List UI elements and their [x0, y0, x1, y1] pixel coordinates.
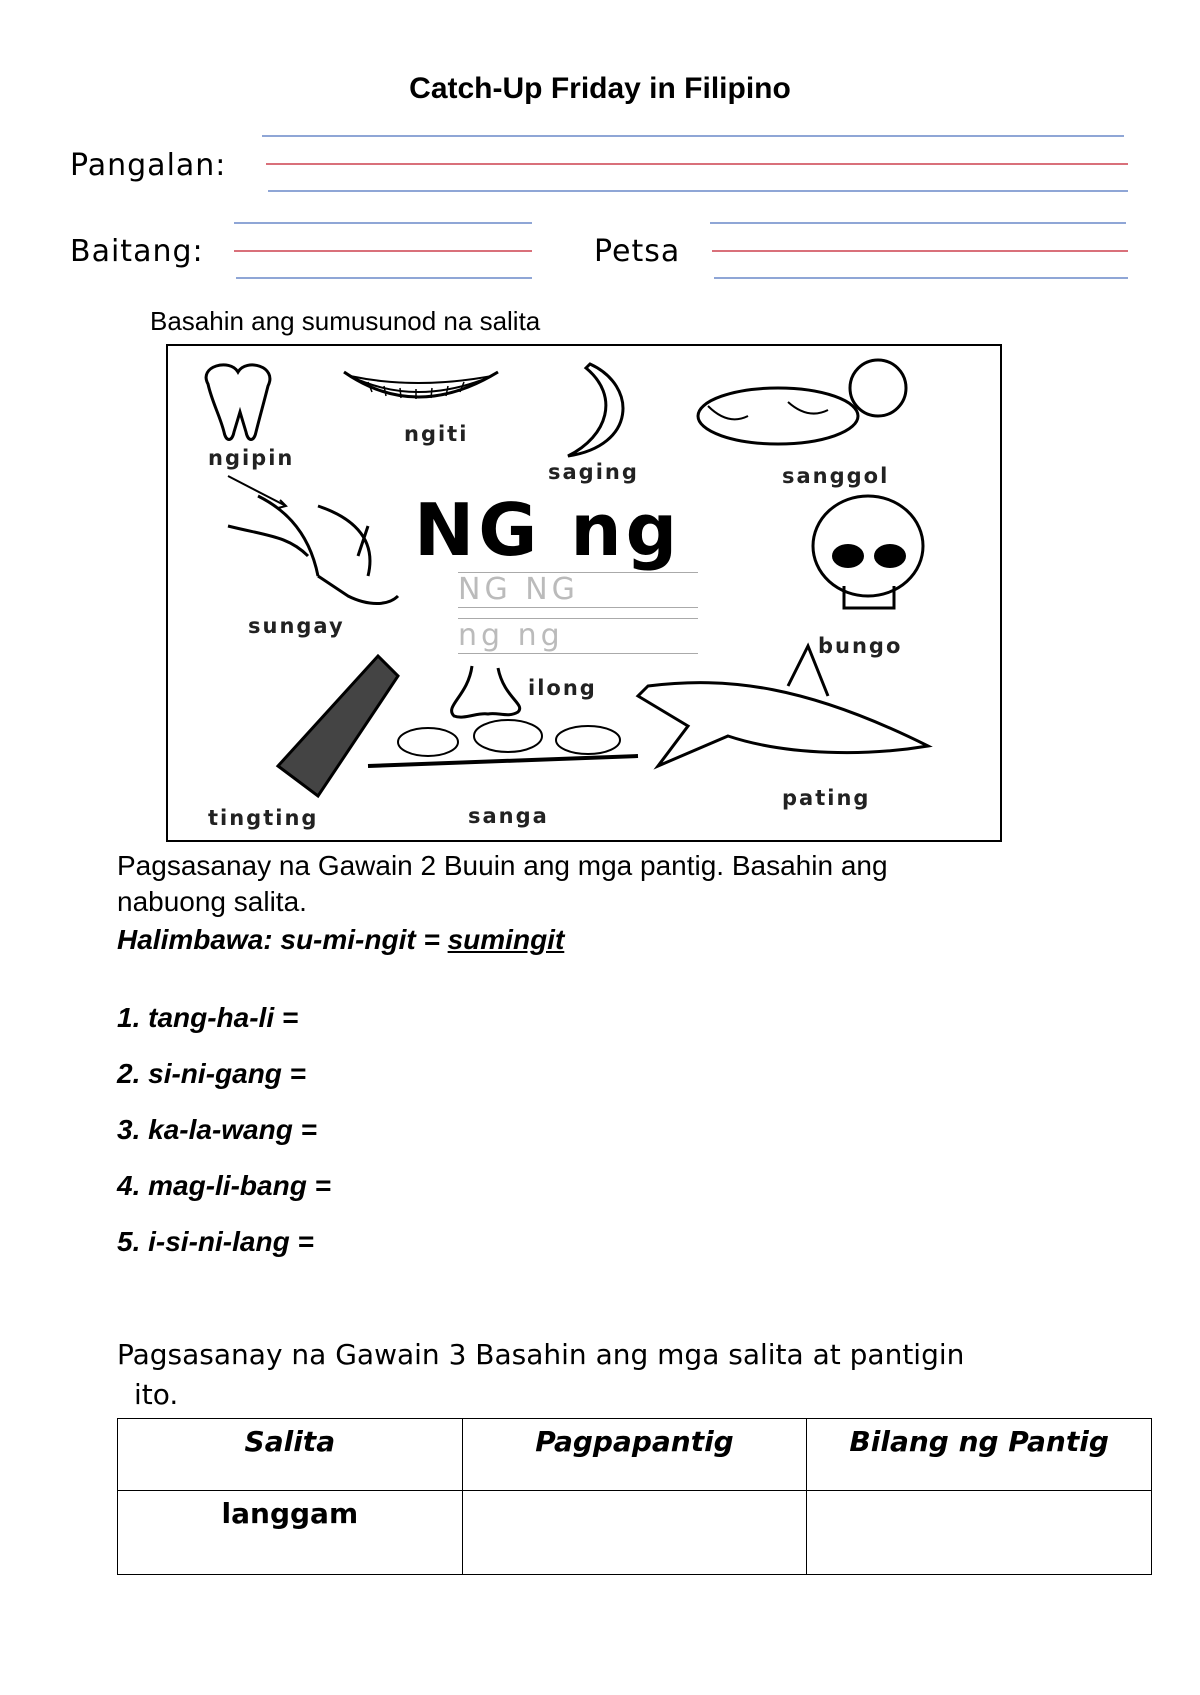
date-line-middle[interactable] — [712, 250, 1128, 252]
grade-line-middle[interactable] — [234, 250, 532, 252]
syllable-table — [117, 1418, 1152, 1575]
trace-row-upper: NG NG — [458, 572, 698, 608]
name-line-top — [262, 135, 1124, 137]
count-answer-cell[interactable] — [807, 1491, 1152, 1575]
task2-instruction: Pagsasanay na Gawain 2 Buuin ang mga pantig. Basahin ang — [117, 850, 888, 881]
task2-instruction-continued: nabuong salita. — [117, 886, 307, 917]
example-label: Halimbawa: su-mi-ngit = — [117, 924, 448, 955]
grade-label: Baitang: — [70, 234, 204, 269]
grade-line-bottom — [236, 277, 532, 279]
task2-item: 4. mag-li-bang = — [117, 1170, 331, 1201]
read-instruction: Basahin ang sumusunod na salita — [150, 306, 541, 336]
task2-example — [117, 924, 564, 956]
grade-line-top — [234, 222, 532, 224]
word-label: ilong — [528, 676, 597, 700]
word-label: ngiti — [404, 422, 469, 446]
word-label: tingting — [208, 806, 319, 830]
name-line-bottom — [268, 190, 1128, 192]
banana-icon — [568, 364, 623, 456]
word-label: sanga — [468, 804, 549, 828]
date-line-bottom — [714, 277, 1128, 279]
table-header-row — [118, 1419, 1152, 1491]
example-answer: sumingit — [447, 924, 565, 955]
task2-item: 3. ka-la-wang = — [117, 1114, 317, 1145]
task2-item: 1. tang-ha-li = — [117, 1002, 299, 1033]
word-label: pating — [782, 786, 871, 810]
page-title: Catch-Up Friday in Filipino — [409, 72, 791, 105]
date-label: Petsa — [594, 234, 681, 269]
task3-instruction-continued: ito. — [134, 1378, 179, 1411]
broom-icon — [278, 656, 398, 796]
name-label: Pangalan: — [70, 148, 227, 183]
branch-icon — [368, 756, 638, 766]
date-line-top — [710, 222, 1126, 224]
task2-item: 5. i-si-ni-lang = — [117, 1226, 314, 1257]
syllable-answer-cell[interactable] — [462, 1491, 807, 1575]
task2-item: 2. si-ni-gang = — [117, 1058, 307, 1089]
word-label: bungo — [818, 634, 903, 658]
word-label: sanggol — [782, 464, 890, 488]
word-label: sungay — [248, 614, 345, 638]
skull-icon — [813, 496, 923, 596]
column-header-salita: Salita — [118, 1419, 463, 1491]
shark-icon — [638, 683, 928, 766]
column-header-pagpapantig: Pagpapantig — [462, 1419, 807, 1491]
nose-icon — [452, 666, 520, 717]
word-label: ngipin — [208, 446, 295, 470]
tooth-icon — [206, 365, 270, 440]
ng-heading: NG ng — [414, 488, 682, 572]
name-line-middle[interactable] — [266, 163, 1128, 165]
trace-row-lower: ng ng — [458, 618, 698, 654]
word-label: saging — [548, 460, 639, 484]
ng-picture-chart — [166, 344, 1002, 842]
antler-icon — [228, 496, 398, 604]
word-cell: langgam — [118, 1491, 463, 1575]
task3-instruction: Pagsasanay na Gawain 3 Basahin ang mga salita at pantigin — [117, 1338, 965, 1371]
table-row — [118, 1491, 1152, 1575]
column-header-bilang: Bilang ng Pantig — [807, 1419, 1152, 1491]
